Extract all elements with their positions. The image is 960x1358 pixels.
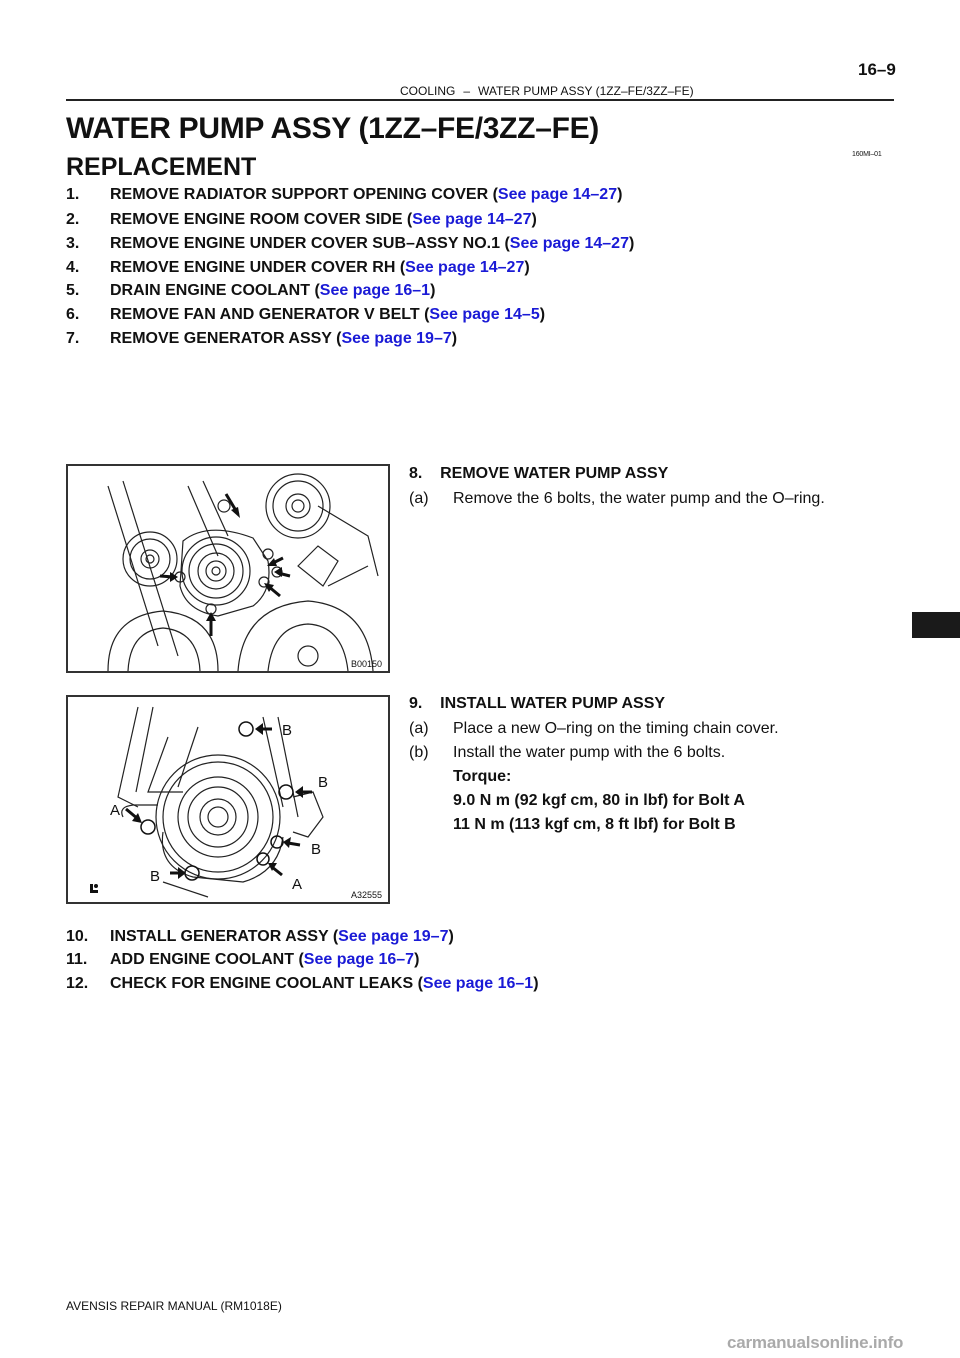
step-number: 12. (66, 975, 89, 992)
torque-label: Torque: (453, 768, 512, 785)
torque-bolt-b: 11 N m (113 kgf cm, 8 ft lbf) for Bolt B (453, 816, 736, 833)
figure-code: A32555 (351, 890, 383, 900)
step-text: REMOVE FAN AND GENERATOR V BELT ( (110, 306, 430, 323)
see-page-link[interactable]: See page 19–7 (338, 928, 449, 945)
step-number: 3. (66, 235, 80, 252)
substep-label: (b) (409, 744, 429, 761)
step-close: ) (524, 259, 530, 276)
substep-text: Install the water pump with the 6 bolts. (453, 744, 726, 761)
step-text: REMOVE ENGINE UNDER COVER SUB–ASSY NO.1 ( (110, 235, 510, 252)
substep-text: Place a new O–ring on the timing chain cover. (453, 720, 779, 737)
figure-water-pump-removal (66, 464, 390, 673)
water-pump-installation-illustration (68, 697, 388, 902)
footer-text: AVENSIS REPAIR MANUAL (RM1018E) (66, 1299, 282, 1313)
see-page-link[interactable]: See page 16–1 (319, 282, 431, 299)
step-6 (66, 306, 545, 324)
step-text: DRAIN ENGINE COOLANT ( (110, 282, 320, 299)
see-page-link[interactable]: See page 19–7 (341, 330, 452, 347)
step-close: ) (533, 975, 539, 992)
step-number: 4. (66, 259, 80, 276)
see-page-link[interactable]: See page 16–1 (422, 975, 534, 992)
step-close: ) (448, 928, 454, 945)
step-number: 7. (66, 330, 80, 347)
step-10 (66, 928, 454, 946)
bolt-label-a: A (110, 802, 121, 819)
step-text: REMOVE GENERATOR ASSY ( (110, 330, 342, 347)
step-close: ) (628, 235, 635, 252)
see-page-link[interactable]: See page 14–27 (405, 259, 525, 276)
step-8a (409, 490, 825, 508)
running-header (400, 84, 694, 98)
step-11 (66, 951, 419, 969)
step-close: ) (531, 211, 537, 228)
step-number: 5. (66, 282, 80, 299)
step-number: 6. (66, 306, 80, 323)
substep-text: Remove the 6 bolts, the water pump and the O–ring. (453, 490, 825, 507)
bolt-label-b: B (318, 774, 329, 791)
step-number: 1. (66, 186, 80, 203)
step-1 (66, 186, 622, 204)
bolt-label-a: A (292, 876, 303, 893)
header-rule (66, 99, 894, 101)
header-subsection: WATER PUMP ASSY (1ZZ–FE/3ZZ–FE) (478, 84, 694, 98)
page-title: WATER PUMP ASSY (1ZZ–FE/3ZZ–FE) (66, 112, 600, 145)
section-title: REPLACEMENT (66, 153, 257, 181)
step-8-heading: 8. REMOVE WATER PUMP ASSY (409, 465, 669, 482)
step-12 (66, 975, 539, 993)
reference-id: 160MI–01 (852, 151, 882, 158)
bolt-label-b: B (282, 722, 293, 739)
step-text: REMOVE ENGINE ROOM COVER SIDE ( (110, 211, 413, 228)
step-close: ) (451, 330, 458, 347)
step-number: 2. (66, 211, 80, 228)
step-close: ) (430, 282, 436, 299)
bolt-label-b: B (150, 868, 161, 885)
see-page-link[interactable]: See page 14–27 (509, 235, 629, 252)
step-7 (66, 330, 457, 348)
step-close: ) (617, 186, 623, 203)
header-separator: – (463, 84, 471, 98)
header-section: COOLING (400, 84, 456, 98)
step-close: ) (414, 951, 420, 968)
watermark: carmanualsonline.info (727, 1333, 904, 1352)
step-number: 10. (66, 928, 89, 945)
step-9-heading: 9. INSTALL WATER PUMP ASSY (409, 695, 666, 712)
see-page-link[interactable]: See page 14–5 (429, 306, 540, 323)
bolt-label-b: B (311, 841, 322, 858)
step-2 (66, 211, 537, 229)
step-number: 11. (66, 951, 88, 968)
step-close: ) (539, 306, 546, 323)
step-text: INSTALL GENERATOR ASSY ( (110, 928, 339, 945)
page-number: 16–9 (858, 60, 896, 79)
see-page-link[interactable]: See page 14–27 (497, 186, 618, 203)
torque-bolt-a: 9.0 N m (92 kgf cm, 80 in lbf) for Bolt A (453, 792, 745, 809)
step-text: CHECK FOR ENGINE COOLANT LEAKS ( (110, 975, 423, 992)
figure-water-pump-installation (66, 695, 390, 904)
step-9b (409, 744, 725, 762)
step-5 (66, 282, 435, 300)
step-text: REMOVE ENGINE UNDER COVER RH ( (110, 259, 406, 276)
step-text: REMOVE RADIATOR SUPPORT OPENING COVER ( (110, 186, 498, 203)
step-3 (66, 235, 634, 253)
substep-label: (a) (409, 490, 429, 507)
step-9a (409, 720, 779, 738)
section-tab (912, 612, 960, 638)
torque-wrench-icon (90, 884, 98, 893)
see-page-link[interactable]: See page 14–27 (412, 211, 532, 228)
see-page-link[interactable]: See page 16–7 (303, 951, 415, 968)
substep-label: (a) (409, 720, 429, 737)
step-4 (66, 259, 530, 277)
step-text: ADD ENGINE COOLANT ( (110, 951, 304, 968)
water-pump-removal-illustration (68, 466, 388, 671)
figure-code: B00150 (351, 659, 383, 669)
